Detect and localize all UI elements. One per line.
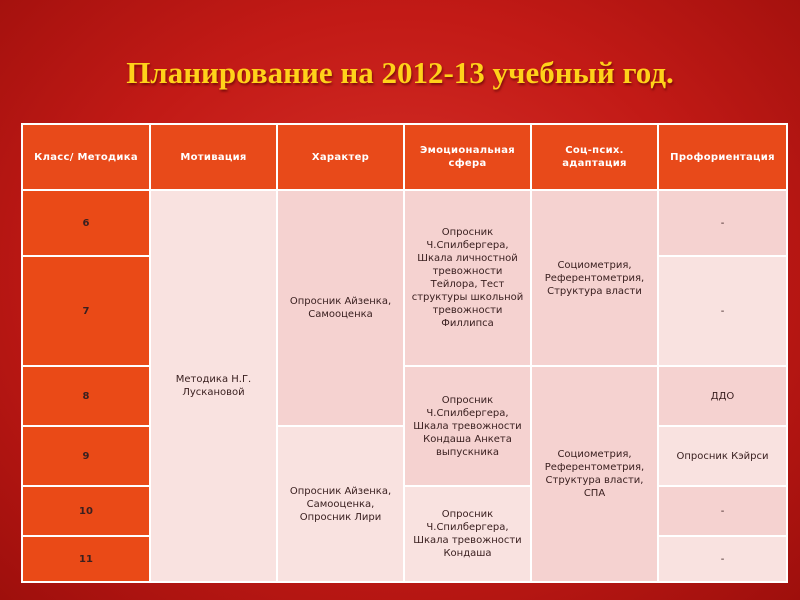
- class-cell: 7: [22, 256, 150, 366]
- class-cell: 6: [22, 190, 150, 256]
- class-cell: 11: [22, 536, 150, 582]
- career-cell: -: [658, 536, 787, 582]
- adaptation-cell: Социометрия, Референтометрия, Структура власти: [531, 190, 658, 366]
- header-emotional: Эмоциональная сфера: [404, 124, 531, 190]
- career-cell: -: [658, 486, 787, 536]
- emotional-cell: Опросник Ч.Спилбергера, Шкала личностной тревожности Тейлора, Тест структуры школьной тревожности Филлипса: [404, 190, 531, 366]
- header-motivation: Мотивация: [150, 124, 277, 190]
- table-row: [22, 366, 787, 426]
- class-cell: 10: [22, 486, 150, 536]
- emotional-cell: Опросник Ч.Спилбергера, Шкала тревожности Кондаша Анкета выпускника: [404, 366, 531, 486]
- planning-table: [21, 123, 788, 583]
- header-adaptation: Соц-псих. адаптация: [531, 124, 658, 190]
- header-character: Характер: [277, 124, 404, 190]
- class-cell: 9: [22, 426, 150, 486]
- header-class: Класс/ Методика: [22, 124, 150, 190]
- page-title: Планирование на 2012-13 учебный год.: [126, 55, 674, 90]
- adaptation-cell: Социометрия, Референтометрия, Структура власти, СПА: [531, 366, 658, 582]
- career-cell: Опросник Кэйрси: [658, 426, 787, 486]
- table-row: [22, 190, 787, 256]
- career-cell: -: [658, 190, 787, 256]
- emotional-cell: Опросник Ч.Спилбергера, Шкала тревожности Кондаша: [404, 486, 531, 582]
- character-cell: Опросник Айзенка, Самооценка: [277, 190, 404, 426]
- character-cell: Опросник Айзенка, Самооценка, Опросник Лири: [277, 426, 404, 582]
- career-cell: -: [658, 256, 787, 366]
- motivation-cell: Методика Н.Г. Лускановой: [150, 190, 277, 582]
- header-career: Профориентация: [658, 124, 787, 190]
- table-row: [22, 486, 787, 536]
- table-header-row: [22, 124, 787, 190]
- class-cell: 8: [22, 366, 150, 426]
- career-cell: ДДО: [658, 366, 787, 426]
